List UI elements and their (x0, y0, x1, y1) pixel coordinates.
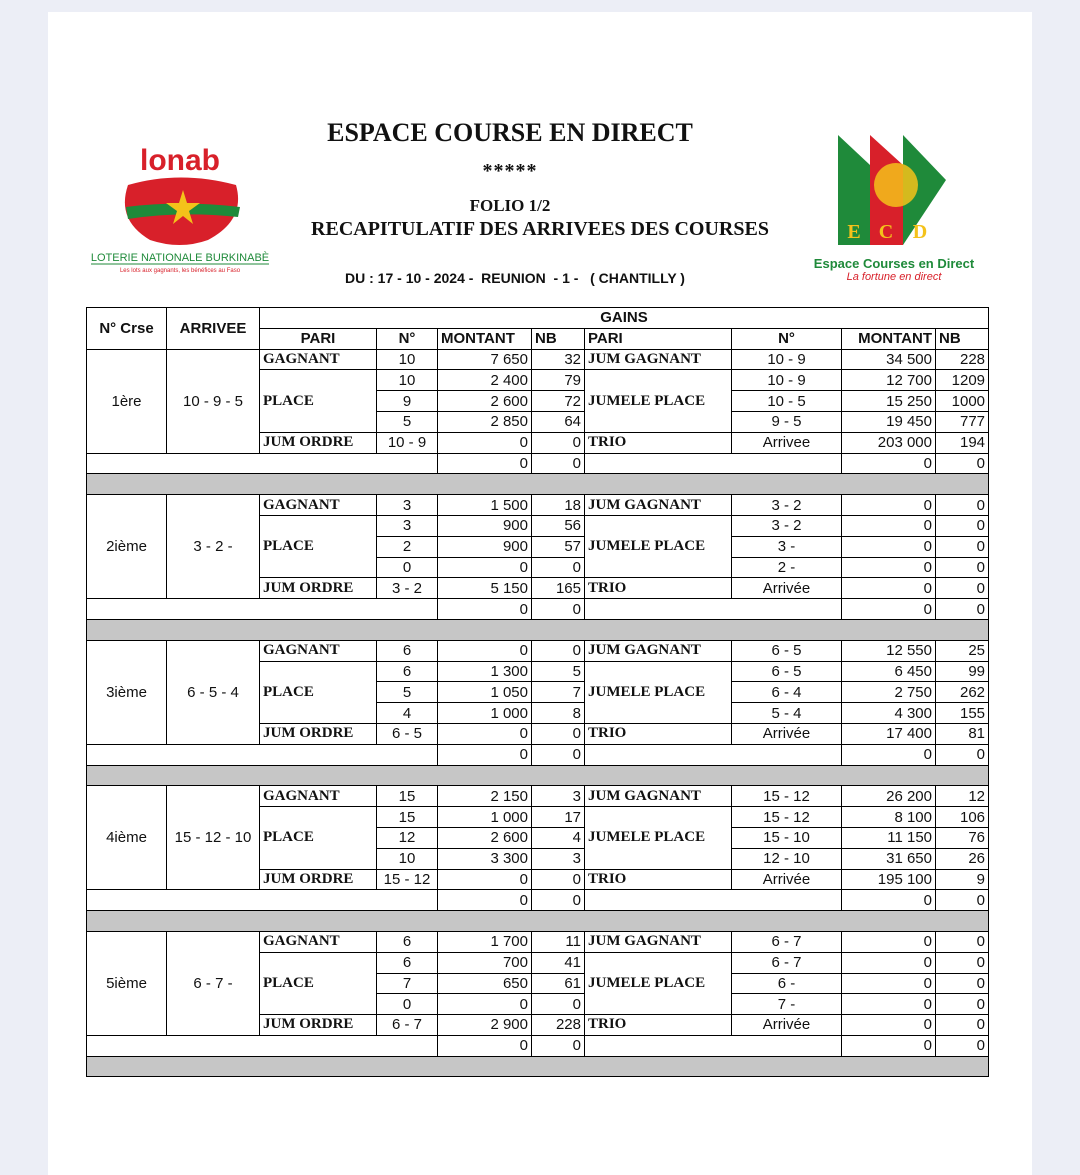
title-stars: ***** (482, 160, 538, 182)
place-nb: 72 (532, 391, 585, 412)
jumele-place-nb: 0 (936, 557, 989, 578)
pari-jumele-place: JUMELE PLACE (585, 952, 732, 1014)
place-num: 10 (377, 848, 438, 869)
race-row-extra (87, 453, 989, 474)
jockey-icon (874, 163, 918, 207)
place-montant: 2 600 (438, 827, 532, 848)
place-montant: 1 000 (438, 807, 532, 828)
col-header-nb-2: NB (936, 328, 989, 349)
pari-gagnant: GAGNANT (260, 640, 377, 661)
extra-nb: 0 (532, 599, 585, 620)
pari-jum-ordre: JUM ORDRE (260, 1015, 377, 1036)
place-num: 0 (377, 557, 438, 578)
pari-jumele-place: JUMELE PLACE (585, 370, 732, 432)
pari-trio: TRIO (585, 432, 732, 453)
place-num: 5 (377, 682, 438, 703)
gagnant-nb: 18 (532, 495, 585, 516)
pari-jum-ordre: JUM ORDRE (260, 578, 377, 599)
pari-gagnant: GAGNANT (260, 931, 377, 952)
jum-ordre-nb: 0 (532, 869, 585, 890)
jum-gagnant-nb: 0 (936, 495, 989, 516)
trio-nb: 0 (936, 1015, 989, 1036)
gagnant-nb: 32 (532, 349, 585, 370)
race-row-gagnant (87, 495, 989, 516)
lonab-slogan: Les lots aux gagnants, les bénéfices au Faso (119, 268, 241, 274)
col-header-num-2: N° (732, 328, 842, 349)
jumele-place-num: 3 - (732, 536, 842, 557)
folio-label: FOLIO 1/2 (469, 196, 551, 215)
place-nb: 0 (532, 994, 585, 1015)
trio-num: Arrivée (732, 869, 842, 890)
place-montant: 1 050 (438, 682, 532, 703)
extra-nb: 0 (532, 453, 585, 474)
gagnant-num: 10 (377, 349, 438, 370)
pari-jumele-place: JUMELE PLACE (585, 661, 732, 723)
jumele-place-num: 7 - (732, 994, 842, 1015)
jum-ordre-montant: 0 (438, 432, 532, 453)
jum-gagnant-nb: 228 (936, 349, 989, 370)
separator-band (87, 911, 989, 932)
trio-montant: 195 100 (842, 869, 936, 890)
race-row-gagnant (87, 931, 989, 952)
jum-ordre-montant: 2 900 (438, 1015, 532, 1036)
jum-ordre-montant: 0 (438, 723, 532, 744)
trio-extra-montant: 0 (842, 1035, 936, 1056)
jumele-place-num: 9 - 5 (732, 411, 842, 432)
jum-ordre-num: 6 - 7 (377, 1015, 438, 1036)
gagnant-nb: 11 (532, 931, 585, 952)
jumele-place-num: 15 - 12 (732, 807, 842, 828)
place-num: 7 (377, 973, 438, 994)
race-row-extra (87, 1035, 989, 1056)
jum-gagnant-nb: 12 (936, 786, 989, 807)
place-nb: 41 (532, 952, 585, 973)
jumele-place-num: 10 - 9 (732, 370, 842, 391)
pari-trio: TRIO (585, 869, 732, 890)
trio-extra-montant: 0 (842, 890, 936, 911)
place-num: 12 (377, 827, 438, 848)
race-arrivee: 10 - 9 - 5 (167, 349, 260, 453)
ecd-slogan: La fortune en direct (846, 271, 942, 283)
jumele-place-nb: 26 (936, 848, 989, 869)
jumele-place-nb: 106 (936, 807, 989, 828)
separator-band (87, 619, 989, 640)
jumele-place-montant: 0 (842, 952, 936, 973)
jum-gagnant-montant: 26 200 (842, 786, 936, 807)
col-header-num: N° (377, 328, 438, 349)
pari-place: PLACE (260, 807, 377, 869)
jumele-place-num: 6 - 4 (732, 682, 842, 703)
pari-jum-gagnant: JUM GAGNANT (585, 495, 732, 516)
jum-ordre-montant: 0 (438, 869, 532, 890)
pari-jumele-place: JUMELE PLACE (585, 807, 732, 869)
race-row-extra (87, 890, 989, 911)
pari-trio: TRIO (585, 1015, 732, 1036)
pari-jum-gagnant: JUM GAGNANT (585, 931, 732, 952)
jumele-place-nb: 155 (936, 703, 989, 724)
race-arrivee: 3 - 2 - (167, 495, 260, 599)
trio-montant: 17 400 (842, 723, 936, 744)
jum-gagnant-num: 3 - 2 (732, 495, 842, 516)
separator-band (87, 1056, 989, 1077)
place-montant: 650 (438, 973, 532, 994)
jumele-place-nb: 0 (936, 515, 989, 536)
extra-nb: 0 (532, 744, 585, 765)
trio-num: Arrivée (732, 723, 842, 744)
extra-nb: 0 (532, 890, 585, 911)
trio-nb: 81 (936, 723, 989, 744)
place-num: 4 (377, 703, 438, 724)
jumele-place-nb: 0 (936, 973, 989, 994)
gagnant-montant: 0 (438, 640, 532, 661)
trio-nb: 9 (936, 869, 989, 890)
place-nb: 0 (532, 557, 585, 578)
lonab-wordmark: lonab (140, 145, 220, 177)
jumele-place-montant: 0 (842, 536, 936, 557)
jum-gagnant-nb: 0 (936, 931, 989, 952)
jumele-place-montant: 6 450 (842, 661, 936, 682)
race-arrivee: 6 - 5 - 4 (167, 640, 260, 744)
race-row-extra (87, 744, 989, 765)
extra-montant: 0 (438, 453, 532, 474)
trio-extra-montant: 0 (842, 744, 936, 765)
jum-gagnant-num: 6 - 5 (732, 640, 842, 661)
jum-gagnant-montant: 34 500 (842, 349, 936, 370)
place-nb: 61 (532, 973, 585, 994)
pari-jum-gagnant: JUM GAGNANT (585, 786, 732, 807)
place-num: 0 (377, 994, 438, 1015)
gagnant-nb: 0 (532, 640, 585, 661)
col-header-pari: PARI (260, 328, 377, 349)
trio-num: Arrivée (732, 578, 842, 599)
race-separator (87, 474, 989, 495)
jumele-place-num: 12 - 10 (732, 848, 842, 869)
race-number: 4ième (87, 786, 167, 890)
jumele-place-nb: 262 (936, 682, 989, 703)
place-num: 10 (377, 370, 438, 391)
jum-ordre-num: 10 - 9 (377, 432, 438, 453)
jumele-place-nb: 0 (936, 994, 989, 1015)
race-arrivee: 15 - 12 - 10 (167, 786, 260, 890)
trio-montant: 0 (842, 1015, 936, 1036)
svg-text:E: E (847, 221, 861, 243)
race-row-extra (87, 599, 989, 620)
svg-text:C: C (878, 221, 894, 243)
extra-montant: 0 (438, 890, 532, 911)
gagnant-montant: 1 500 (438, 495, 532, 516)
jum-ordre-num: 6 - 5 (377, 723, 438, 744)
pari-jum-ordre: JUM ORDRE (260, 432, 377, 453)
results-table (86, 307, 989, 1077)
race-separator (87, 1056, 989, 1077)
trio-extra-nb: 0 (936, 599, 989, 620)
race-separator (87, 911, 989, 932)
place-nb: 3 (532, 848, 585, 869)
race-number: 1ère (87, 349, 167, 453)
place-num: 6 (377, 661, 438, 682)
pari-trio: TRIO (585, 723, 732, 744)
trio-montant: 203 000 (842, 432, 936, 453)
race-row-gagnant (87, 349, 989, 370)
trio-extra-nb: 0 (936, 1035, 989, 1056)
jum-gagnant-montant: 12 550 (842, 640, 936, 661)
jum-gagnant-montant: 0 (842, 495, 936, 516)
jum-gagnant-montant: 0 (842, 931, 936, 952)
jumele-place-montant: 0 (842, 994, 936, 1015)
page-title: ESPACE COURSE EN DIRECT (327, 118, 693, 147)
extra-nb: 0 (532, 1035, 585, 1056)
place-montant: 1 300 (438, 661, 532, 682)
pari-place: PLACE (260, 515, 377, 577)
jumele-place-nb: 1000 (936, 391, 989, 412)
place-num: 5 (377, 411, 438, 432)
ecd-logo (808, 130, 983, 285)
jumele-place-montant: 4 300 (842, 703, 936, 724)
trio-nb: 194 (936, 432, 989, 453)
place-nb: 5 (532, 661, 585, 682)
trio-num: Arrivée (732, 1015, 842, 1036)
jumele-place-nb: 99 (936, 661, 989, 682)
subtitle: RECAPITULATIF DES ARRIVEES DES COURSES (311, 218, 769, 240)
col-header-pari-2: PARI (585, 328, 732, 349)
jum-ordre-num: 15 - 12 (377, 869, 438, 890)
place-montant: 900 (438, 515, 532, 536)
pari-trio: TRIO (585, 578, 732, 599)
trio-extra-nb: 0 (936, 890, 989, 911)
col-header-montant-2: MONTANT (842, 328, 936, 349)
pari-gagnant: GAGNANT (260, 786, 377, 807)
race-row-gagnant (87, 786, 989, 807)
jumele-place-num: 6 - 7 (732, 952, 842, 973)
place-num: 2 (377, 536, 438, 557)
extra-montant: 0 (438, 744, 532, 765)
jumele-place-nb: 1209 (936, 370, 989, 391)
jum-gagnant-num: 15 - 12 (732, 786, 842, 807)
extra-montant: 0 (438, 1035, 532, 1056)
gagnant-montant: 2 150 (438, 786, 532, 807)
jumele-place-num: 3 - 2 (732, 515, 842, 536)
ecd-caption: Espace Courses en Direct (813, 256, 975, 271)
place-nb: 64 (532, 411, 585, 432)
jumele-place-montant: 0 (842, 973, 936, 994)
col-header-crse: N° Crse (87, 308, 167, 350)
svg-text:D: D (912, 221, 928, 243)
pari-place: PLACE (260, 952, 377, 1014)
separator-band (87, 474, 989, 495)
col-header-nb: NB (532, 328, 585, 349)
race-row-gagnant (87, 640, 989, 661)
jumele-place-montant: 19 450 (842, 411, 936, 432)
race-number: 3ième (87, 640, 167, 744)
place-num: 6 (377, 952, 438, 973)
jumele-place-montant: 2 750 (842, 682, 936, 703)
lonab-logo (88, 145, 278, 275)
trio-nb: 0 (936, 578, 989, 599)
gagnant-num: 6 (377, 931, 438, 952)
gagnant-nb: 3 (532, 786, 585, 807)
jumele-place-nb: 0 (936, 536, 989, 557)
jumele-place-montant: 0 (842, 557, 936, 578)
place-montant: 0 (438, 557, 532, 578)
jumele-place-num: 10 - 5 (732, 391, 842, 412)
trio-montant: 0 (842, 578, 936, 599)
pari-jum-gagnant: JUM GAGNANT (585, 640, 732, 661)
jum-ordre-montant: 5 150 (438, 578, 532, 599)
place-montant: 2 600 (438, 391, 532, 412)
place-montant: 3 300 (438, 848, 532, 869)
meeting-dateline: DU : 17 - 10 - 2024 - REUNION - 1 - ( CHANTILLY ) (345, 270, 685, 286)
race-separator (87, 619, 989, 640)
pari-place: PLACE (260, 370, 377, 432)
jumele-place-num: 15 - 10 (732, 827, 842, 848)
jum-gagnant-nb: 25 (936, 640, 989, 661)
jum-ordre-nb: 0 (532, 432, 585, 453)
place-montant: 2 850 (438, 411, 532, 432)
jumele-place-montant: 8 100 (842, 807, 936, 828)
trio-extra-nb: 0 (936, 453, 989, 474)
jum-gagnant-num: 6 - 7 (732, 931, 842, 952)
place-nb: 56 (532, 515, 585, 536)
race-arrivee: 6 - 7 - (167, 931, 260, 1035)
place-montant: 700 (438, 952, 532, 973)
place-nb: 79 (532, 370, 585, 391)
col-header-gains: GAINS (260, 308, 989, 329)
gagnant-num: 15 (377, 786, 438, 807)
col-header-montant: MONTANT (438, 328, 532, 349)
jumele-place-nb: 777 (936, 411, 989, 432)
place-montant: 900 (438, 536, 532, 557)
jumele-place-nb: 76 (936, 827, 989, 848)
pari-gagnant: GAGNANT (260, 495, 377, 516)
jum-ordre-nb: 165 (532, 578, 585, 599)
place-montant: 0 (438, 994, 532, 1015)
race-number: 2ième (87, 495, 167, 599)
jumele-place-montant: 11 150 (842, 827, 936, 848)
trio-num: Arrivee (732, 432, 842, 453)
jum-ordre-num: 3 - 2 (377, 578, 438, 599)
pari-jumele-place: JUMELE PLACE (585, 515, 732, 577)
place-nb: 8 (532, 703, 585, 724)
jumele-place-montant: 12 700 (842, 370, 936, 391)
place-montant: 2 400 (438, 370, 532, 391)
jumele-place-nb: 0 (936, 952, 989, 973)
gagnant-num: 3 (377, 495, 438, 516)
race-blocks (87, 349, 989, 1077)
pari-jum-ordre: JUM ORDRE (260, 723, 377, 744)
gagnant-montant: 7 650 (438, 349, 532, 370)
jumele-place-montant: 0 (842, 515, 936, 536)
pari-jum-gagnant: JUM GAGNANT (585, 349, 732, 370)
jumele-place-num: 6 - (732, 973, 842, 994)
pari-place: PLACE (260, 661, 377, 723)
place-nb: 4 (532, 827, 585, 848)
jumele-place-montant: 15 250 (842, 391, 936, 412)
pari-gagnant: GAGNANT (260, 349, 377, 370)
jum-gagnant-num: 10 - 9 (732, 349, 842, 370)
race-separator (87, 765, 989, 786)
place-nb: 57 (532, 536, 585, 557)
place-num: 3 (377, 515, 438, 536)
place-montant: 1 000 (438, 703, 532, 724)
pari-jum-ordre: JUM ORDRE (260, 869, 377, 890)
trio-extra-montant: 0 (842, 599, 936, 620)
lonab-caption: LOTERIE NATIONALE BURKINABÈ (90, 252, 270, 264)
place-nb: 7 (532, 682, 585, 703)
trio-extra-nb: 0 (936, 744, 989, 765)
place-nb: 17 (532, 807, 585, 828)
jumele-place-num: 2 - (732, 557, 842, 578)
separator-band (87, 765, 989, 786)
gagnant-montant: 1 700 (438, 931, 532, 952)
jumele-place-montant: 31 650 (842, 848, 936, 869)
place-num: 9 (377, 391, 438, 412)
gagnant-num: 6 (377, 640, 438, 661)
place-num: 15 (377, 807, 438, 828)
jum-ordre-nb: 228 (532, 1015, 585, 1036)
col-header-arrivee: ARRIVEE (167, 308, 260, 350)
extra-montant: 0 (438, 599, 532, 620)
trio-extra-montant: 0 (842, 453, 936, 474)
race-number: 5ième (87, 931, 167, 1035)
jumele-place-num: 5 - 4 (732, 703, 842, 724)
jumele-place-num: 6 - 5 (732, 661, 842, 682)
jum-ordre-nb: 0 (532, 723, 585, 744)
